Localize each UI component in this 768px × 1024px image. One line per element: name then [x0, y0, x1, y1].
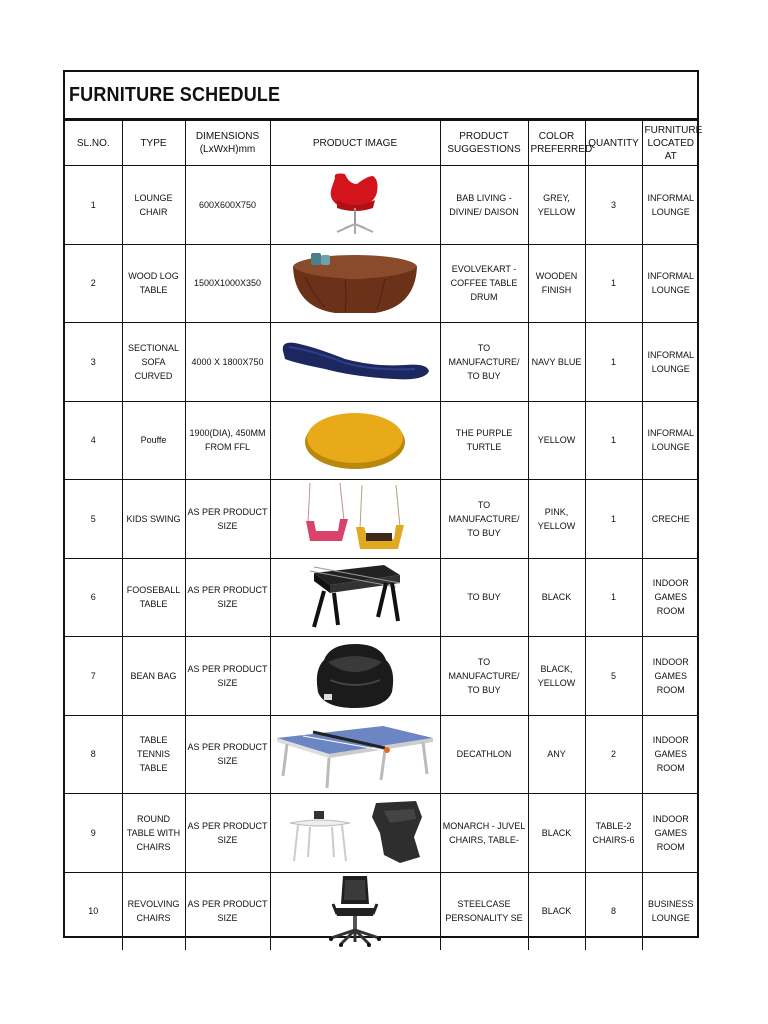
cell-color-preferred: BLACK, YELLOW	[528, 637, 585, 716]
table-row	[65, 401, 699, 480]
cell-color-preferred: BLACK	[528, 558, 585, 637]
table-row	[65, 558, 699, 637]
cell-located-at: INFORMAL LOUNGE	[642, 323, 699, 402]
cell-sl-no: 8	[65, 715, 122, 794]
cell-type: FOOSEBALL TABLE	[122, 558, 185, 637]
cell-product-image	[270, 558, 440, 637]
cell-sl-no: 10	[65, 872, 122, 950]
cell-quantity: 1	[585, 401, 642, 480]
cell-type: WOOD LOG TABLE	[122, 244, 185, 323]
cell-sl-no: 5	[65, 480, 122, 559]
table-row	[65, 323, 699, 402]
cell-product-image	[270, 323, 440, 402]
cell-dimensions: AS PER PRODUCT SIZE	[185, 872, 270, 950]
cell-color-preferred: WOODEN FINISH	[528, 244, 585, 323]
page-title: FURNITURE SCHEDULE	[69, 83, 281, 106]
cell-located-at: BUSINESS LOUNGE	[642, 872, 699, 950]
cell-located-at: INFORMAL LOUNGE	[642, 166, 699, 245]
cell-sl-no: 7	[65, 637, 122, 716]
cell-color-preferred: NAVY BLUE	[528, 323, 585, 402]
cell-quantity: 1	[585, 480, 642, 559]
foosball-table-image	[300, 561, 410, 633]
cell-quantity: TABLE-2 CHAIRS-6	[585, 794, 642, 873]
cell-dimensions: AS PER PRODUCT SIZE	[185, 480, 270, 559]
table-row	[65, 872, 699, 950]
cell-type: BEAN BAG	[122, 637, 185, 716]
navy-curved-sofa-image	[275, 337, 435, 387]
cell-product-suggestion: STEELCASE PERSONALITY SE	[440, 872, 528, 950]
cell-color-preferred: PINK, YELLOW	[528, 480, 585, 559]
cell-dimensions: 4000 X 1800X750	[185, 323, 270, 402]
round-table-and-chair-image	[280, 797, 430, 869]
table-tennis-table-image	[273, 718, 437, 790]
table-row	[65, 480, 699, 559]
table-row	[65, 637, 699, 716]
cell-type: LOUNGE CHAIR	[122, 166, 185, 245]
cell-product-image	[270, 637, 440, 716]
header-type: TYPE	[122, 121, 185, 166]
cell-product-suggestion: TO BUY	[440, 558, 528, 637]
header-quantity: QUANTITY	[585, 121, 642, 166]
header-color-preferred: COLOR PREFERRED	[528, 121, 585, 166]
cell-quantity: 1	[585, 244, 642, 323]
table-row	[65, 244, 699, 323]
yellow-round-pouffe-image	[300, 408, 410, 472]
cell-color-preferred: YELLOW	[528, 401, 585, 480]
cell-type: Pouffe	[122, 401, 185, 480]
cell-quantity: 8	[585, 872, 642, 950]
red-swan-lounge-chair-image	[315, 170, 395, 240]
header-sl-no: SL.NO.	[65, 121, 122, 166]
cell-product-suggestion: EVOLVEKART - COFFEE TABLE DRUM	[440, 244, 528, 323]
cell-sl-no: 9	[65, 794, 122, 873]
kids-swings-image	[300, 483, 410, 555]
cell-type: KIDS SWING	[122, 480, 185, 559]
header-dimensions: DIMENSIONS (LxWxH)mm	[185, 121, 270, 166]
cell-located-at: INFORMAL LOUNGE	[642, 401, 699, 480]
cell-dimensions: 1500X1000X350	[185, 244, 270, 323]
cell-product-suggestion: TO MANUFACTURE/ TO BUY	[440, 480, 528, 559]
cell-type: ROUND TABLE WITH CHAIRS	[122, 794, 185, 873]
revolving-office-chair-image	[315, 874, 395, 948]
cell-product-image	[270, 244, 440, 323]
cell-dimensions: AS PER PRODUCT SIZE	[185, 794, 270, 873]
cell-located-at: INDOOR GAMES ROOM	[642, 794, 699, 873]
cell-product-suggestion: TO MANUFACTURE/ TO BUY	[440, 637, 528, 716]
cell-located-at: CRECHE	[642, 480, 699, 559]
header-product-image: PRODUCT IMAGE	[270, 121, 440, 166]
cell-type: SECTIONAL SOFA CURVED	[122, 323, 185, 402]
cell-sl-no: 4	[65, 401, 122, 480]
cell-product-image	[270, 480, 440, 559]
cell-sl-no: 2	[65, 244, 122, 323]
header-located-at: FURNITURE LOCATED AT	[642, 121, 699, 166]
cell-product-image	[270, 715, 440, 794]
cell-dimensions: 600X600X750	[185, 166, 270, 245]
cell-quantity: 1	[585, 323, 642, 402]
cell-dimensions: AS PER PRODUCT SIZE	[185, 637, 270, 716]
cell-sl-no: 1	[65, 166, 122, 245]
cell-product-suggestion: DECATHLON	[440, 715, 528, 794]
cell-sl-no: 3	[65, 323, 122, 402]
cell-dimensions: 1900(DIA), 450MM FROM FFL	[185, 401, 270, 480]
header-product-suggestions: PRODUCT SUGGESTIONS	[440, 121, 528, 166]
cell-product-suggestion: MONARCH - JUVEL CHAIRS, TABLE-	[440, 794, 528, 873]
cell-quantity: 1	[585, 558, 642, 637]
wood-drum-coffee-table-image	[285, 247, 425, 319]
cell-dimensions: AS PER PRODUCT SIZE	[185, 558, 270, 637]
cell-type: REVOLVING CHAIRS	[122, 872, 185, 950]
cell-product-image	[270, 166, 440, 245]
cell-color-preferred: ANY	[528, 715, 585, 794]
cell-product-image	[270, 872, 440, 950]
cell-quantity: 2	[585, 715, 642, 794]
schedule-table	[65, 120, 703, 950]
cell-color-preferred: GREY, YELLOW	[528, 166, 585, 245]
cell-product-suggestion: THE PURPLE TURTLE	[440, 401, 528, 480]
table-row	[65, 794, 699, 873]
cell-color-preferred: BLACK	[528, 872, 585, 950]
cell-located-at: INDOOR GAMES ROOM	[642, 558, 699, 637]
furniture-schedule-sheet	[63, 70, 703, 938]
cell-product-suggestion: BAB LIVING - DIVINE/ DAISON	[440, 166, 528, 245]
cell-product-suggestion: TO MANUFACTURE/ TO BUY	[440, 323, 528, 402]
header-row	[65, 121, 699, 166]
title-row	[65, 72, 697, 120]
table-row	[65, 166, 699, 245]
cell-product-image	[270, 794, 440, 873]
cell-quantity: 5	[585, 637, 642, 716]
cell-product-image	[270, 401, 440, 480]
cell-type: TABLE TENNIS TABLE	[122, 715, 185, 794]
black-bean-bag-image	[310, 640, 400, 712]
cell-color-preferred: BLACK	[528, 794, 585, 873]
cell-located-at: INFORMAL LOUNGE	[642, 244, 699, 323]
cell-located-at: INDOOR GAMES ROOM	[642, 637, 699, 716]
cell-quantity: 3	[585, 166, 642, 245]
table-row	[65, 715, 699, 794]
cell-sl-no: 6	[65, 558, 122, 637]
cell-dimensions: AS PER PRODUCT SIZE	[185, 715, 270, 794]
cell-located-at: INDOOR GAMES ROOM	[642, 715, 699, 794]
